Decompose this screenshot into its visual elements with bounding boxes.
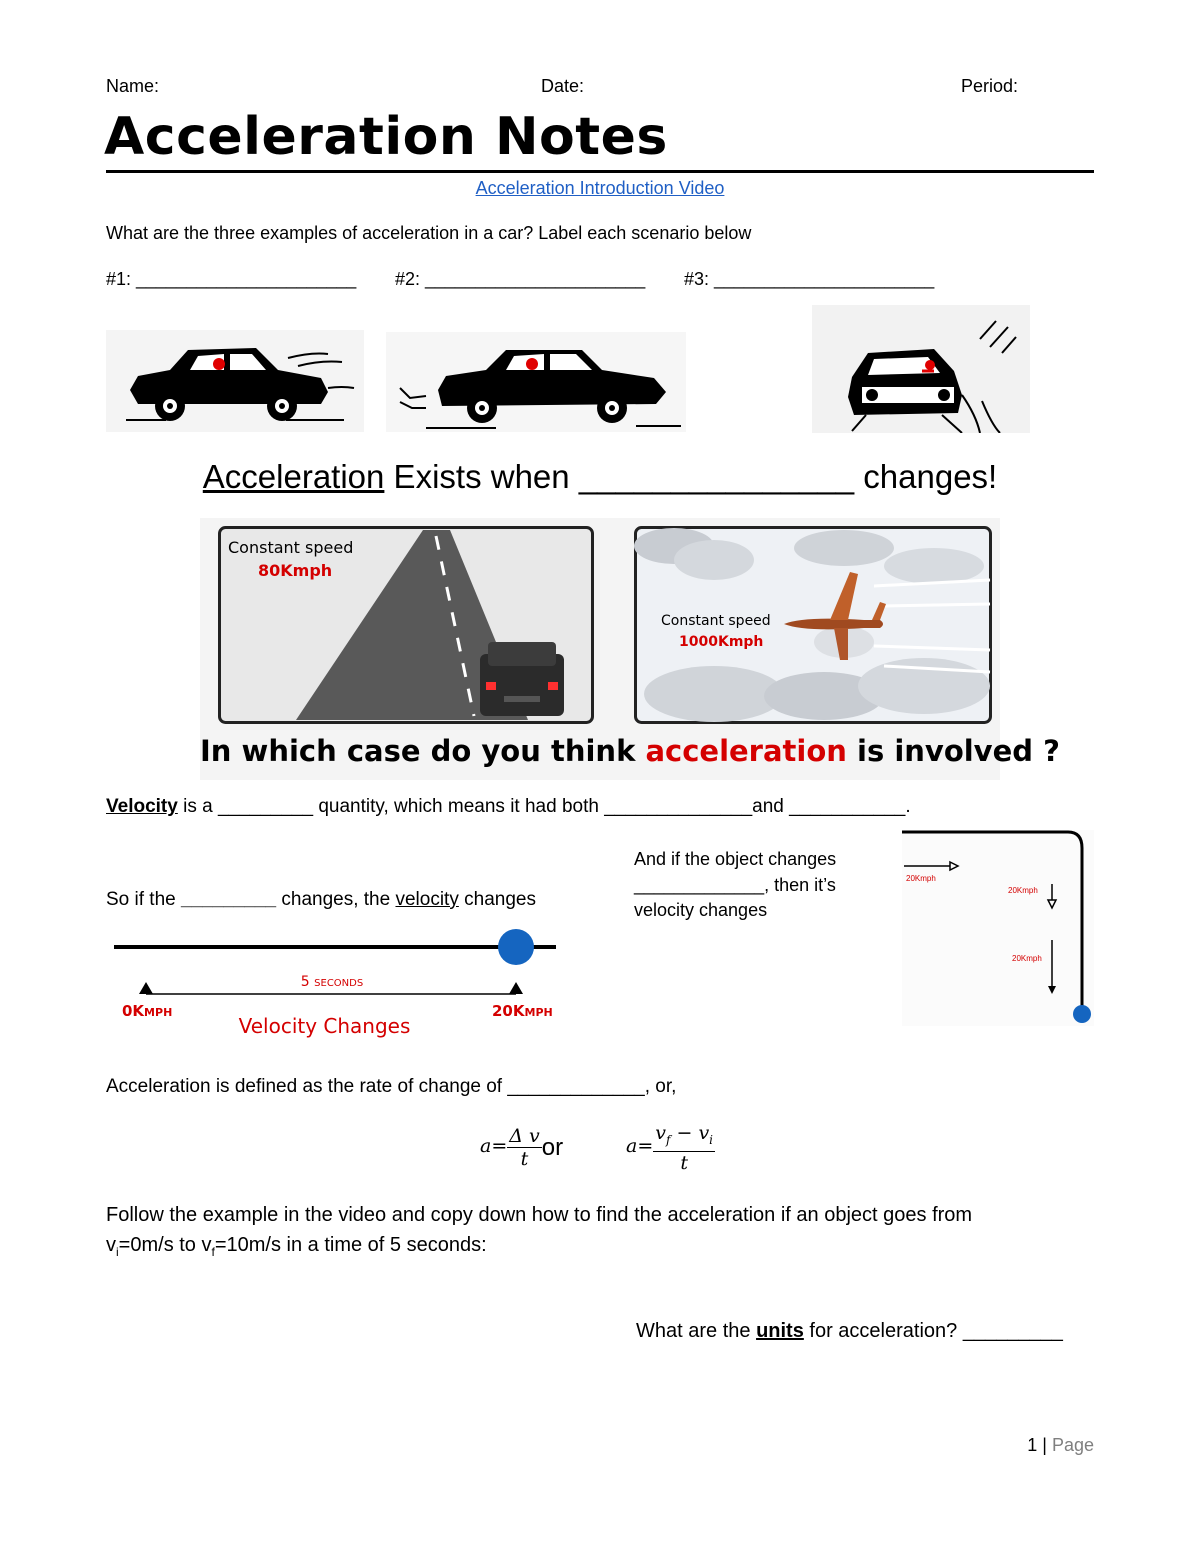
title-rule bbox=[106, 170, 1094, 173]
velocity-keyword: Velocity bbox=[106, 796, 178, 817]
date-label: Date: bbox=[541, 76, 585, 96]
right-speed-value: 1000Kmph bbox=[679, 634, 764, 650]
path-label-3: 20Kmph bbox=[1012, 954, 1042, 963]
units-question bbox=[636, 1319, 1063, 1343]
formula-vi: v bbox=[698, 1122, 710, 1144]
formula-minus: − bbox=[670, 1122, 699, 1144]
formula-a-1: a bbox=[480, 1135, 492, 1158]
page-footer bbox=[1027, 1434, 1094, 1456]
timeline-end-speed: 20Kmph bbox=[492, 1002, 553, 1020]
page-title: Acceleration Notes bbox=[104, 107, 668, 167]
example-vi-value: =0m/s to bbox=[118, 1234, 202, 1256]
video-link[interactable]: Acceleration Introduction Video bbox=[475, 178, 725, 198]
left-speed-value: 80Kmph bbox=[258, 561, 333, 580]
formula-or: or bbox=[541, 1133, 564, 1161]
units-question-start: What are the bbox=[636, 1320, 757, 1342]
units-question-end: for acceleration? _________ bbox=[803, 1320, 1063, 1342]
path-label-2: 20Kmph bbox=[1008, 886, 1038, 895]
formula-vi-sub: i bbox=[709, 1132, 714, 1147]
question-highlight: acceleration bbox=[645, 734, 847, 768]
timeline-duration: 5 seconds bbox=[300, 974, 364, 990]
question-end: is involved ? bbox=[846, 734, 1060, 768]
velocity-sentence-text: is a _________ quantity, which means it had both ______________and ___________. bbox=[177, 796, 911, 817]
formula-a-2: a bbox=[626, 1135, 638, 1158]
formula-eq-2: = bbox=[637, 1135, 654, 1158]
period-label: Period: bbox=[961, 76, 1019, 96]
direction-line-2: _____________, then it’s bbox=[634, 875, 836, 895]
comparison-question bbox=[200, 732, 1060, 770]
example-vi-sub: i bbox=[116, 1245, 119, 1259]
formula-t-1: t bbox=[520, 1148, 529, 1171]
timeline-start-speed: 0Kmph bbox=[122, 1002, 173, 1020]
direction-path-illustration bbox=[902, 830, 1094, 1026]
velocity-word: velocity bbox=[395, 889, 459, 910]
car-turning-illustration bbox=[812, 305, 1030, 433]
acceleration-keyword: Acceleration bbox=[202, 458, 385, 495]
exists-middle-text: Exists when bbox=[384, 458, 579, 495]
blank-2: #2: ______________________ bbox=[395, 269, 646, 289]
velocity-timeline-illustration bbox=[106, 928, 558, 1040]
direction-path-graphic bbox=[902, 830, 1094, 1026]
example-line-1: Follow the example in the video and copy down how to find the acceleration if an object goes from bbox=[106, 1204, 973, 1226]
speed-change-sentence bbox=[106, 889, 536, 911]
formula-t-2: t bbox=[680, 1151, 688, 1174]
acceleration-exists-statement bbox=[0, 456, 1200, 498]
example-vf-sub: f bbox=[211, 1245, 215, 1259]
example-line-2 bbox=[106, 1233, 487, 1264]
question-start: In which case do you think bbox=[200, 734, 646, 768]
page-number: 1 bbox=[1027, 1435, 1038, 1455]
acceleration-definition: Acceleration is defined as the rate of change of _____________, or, bbox=[106, 1076, 677, 1097]
speed-change-start: So if the bbox=[106, 889, 181, 910]
blank-3: #3: ______________________ bbox=[684, 269, 935, 289]
right-speed-label: Constant speed bbox=[661, 613, 771, 629]
speed-change-blank: _________ bbox=[181, 889, 277, 910]
timeline-caption: Velocity Changes bbox=[238, 1014, 411, 1038]
direction-line-3: velocity changes bbox=[634, 900, 768, 920]
formula-vf-sub: f bbox=[665, 1132, 671, 1147]
footer-separator: | bbox=[1037, 1435, 1052, 1455]
velocity-sentence bbox=[106, 796, 911, 818]
acceleration-formula bbox=[480, 1122, 715, 1174]
speed-comparison-image bbox=[200, 518, 1060, 780]
example-vf: v bbox=[201, 1234, 212, 1256]
truck bbox=[480, 642, 564, 716]
question-three-examples: What are the three examples of acceleration in a car? Label each scenario below bbox=[106, 223, 752, 243]
footer-page-word: Page bbox=[1051, 1435, 1094, 1455]
path-label-1: 20Kmph bbox=[906, 874, 936, 883]
formula-eq-1: = bbox=[491, 1135, 508, 1158]
formula-delta-v: Δ v bbox=[509, 1125, 540, 1148]
example-vi: v bbox=[106, 1234, 116, 1256]
speed-change-middle: changes, the bbox=[276, 889, 396, 910]
speed-change-end: changes bbox=[458, 889, 536, 910]
car-speeding-up-illustration bbox=[106, 330, 364, 432]
car-slowing-down-illustration bbox=[386, 332, 686, 432]
formula-fraction-1 bbox=[507, 1125, 542, 1170]
formula-vf: v bbox=[655, 1122, 666, 1144]
formula-fraction-2 bbox=[653, 1122, 715, 1174]
direction-line-1: And if the object changes bbox=[634, 849, 837, 869]
exists-blank: _______________ bbox=[578, 458, 855, 495]
example-vf-value: =10m/s in a time of 5 seconds: bbox=[214, 1234, 487, 1256]
blank-1: #1: ______________________ bbox=[106, 269, 357, 289]
units-keyword: units bbox=[756, 1320, 804, 1342]
left-speed-label: Constant speed bbox=[228, 538, 354, 557]
exists-end-text: changes! bbox=[854, 458, 998, 495]
name-label: Name: bbox=[106, 76, 160, 96]
